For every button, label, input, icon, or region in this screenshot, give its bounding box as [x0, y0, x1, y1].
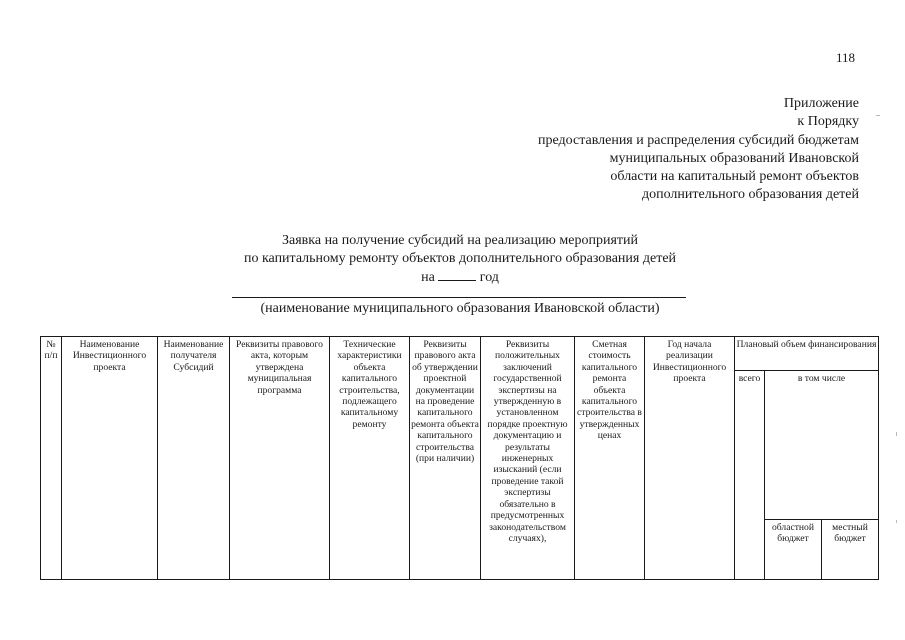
document-title	[180, 232, 740, 287]
appendix-line: муниципальных образований Ивановской	[609, 150, 859, 166]
appendix-header	[439, 95, 859, 205]
header-total: всего	[735, 371, 765, 580]
header-project-name: Наименование Инвестиционного проекта	[62, 337, 158, 580]
appendix-line: дополнительного образования детей	[642, 187, 859, 203]
appendix-line: области на капитальный ремонт объектов	[610, 169, 859, 185]
page-number: 118	[836, 50, 856, 65]
year-blank	[438, 268, 476, 281]
header-tech-specs: Технические характеристики объекта капитального строительства, подлежащего капитальному ремонту	[330, 337, 410, 580]
appendix-line: к Порядку	[797, 114, 859, 130]
year-suffix: год	[479, 270, 499, 285]
year-prefix: на	[421, 270, 435, 285]
scan-mark	[896, 432, 897, 436]
scan-mark	[876, 115, 880, 116]
header-recipient: Наименование получателя Субсидий	[158, 337, 230, 580]
appendix-line: предоставления и распределения субсидий бюджетам	[537, 132, 859, 148]
header-design-docs: Реквизиты правового акта об утверждении проектной документации на проведение капитального ремонта объекта капитального строительства (при наличии)	[410, 337, 481, 580]
scan-mark	[896, 520, 897, 523]
title-line-1: Заявка на получение субсидий на реализацию мероприятий	[281, 233, 638, 248]
header-expertise: Реквизиты положительных заключений государственной экспертизы на утвержденную в установленном порядке проектную документацию и результаты инженерных изысканий (если проведение такой экспертизы обязательно в предусмотренных законодательством случаях),	[481, 337, 575, 580]
header-planned-funding: Плановый объем финансирования	[735, 337, 879, 371]
application-table	[40, 336, 879, 580]
header-regional-budget: областной бюджет	[765, 519, 822, 580]
title-year-line	[180, 268, 740, 287]
header-estimated-cost: Сметная стоимость капитального ремонта объекта капитального строительства в утвержденных ценах	[575, 337, 645, 580]
title-line-2: по капитальному ремонту объектов дополнительного образования детей	[243, 251, 677, 266]
header-including: в том числе	[765, 371, 879, 520]
header-num: № п/п	[41, 337, 62, 580]
header-local-budget: местный бюджет	[822, 519, 879, 580]
header-legal-act: Реквизиты правового акта, которым утверждена муниципальная программа	[230, 337, 330, 580]
appendix-line: Приложение	[783, 96, 859, 111]
municipality-caption: (наименование муниципального образования Ивановской области)	[260, 301, 660, 316]
header-start-year: Год начала реализации Инвестиционного проекта	[645, 337, 735, 580]
municipality-underline	[232, 297, 686, 298]
